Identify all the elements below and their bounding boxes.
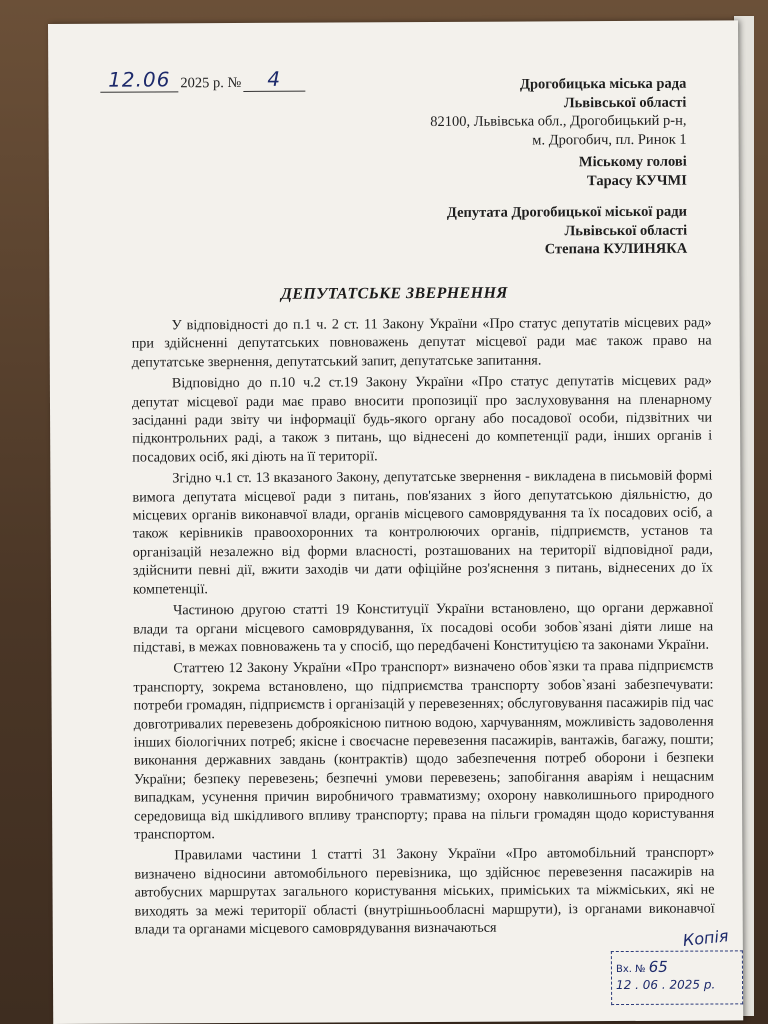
addressee-address-1: 82100, Львівська обл., Дрогобицький р-н, xyxy=(430,112,687,130)
document-number-handwritten: 4 xyxy=(243,67,305,92)
date-day-handwritten: 12.06 xyxy=(100,67,178,92)
incoming-stamp xyxy=(611,950,743,1005)
document-body xyxy=(132,314,715,942)
paragraph-2: Відповідно до п.10 ч.2 ст.19 Закону України «Про статус депутатів місцевих рад» депутат місцевої ради має право вносити пропозиції про заслуховування на пленарному засіданні ради звіту чи інформації будь-якого органу або посадової особи, підзвітних чи підконтрольних раді, а також з питань, що віднесені до компетенції ради, інших органів і посадових осіб, які діють на її території. xyxy=(131,372,713,466)
addressee-region: Львівської області xyxy=(563,94,687,111)
paragraph-5: Статтею 12 Закону України «Про транспорт» визначено обов`язки та права підприємств транспорту, зокрема встановлено, що підприємства транспорту зобов`язані забезпечувати: потреби громадян, підприємств і організацій у перевезеннях; обслуговування пасажирів під час довготривалих перевезень доброякісною питною водою, харчуванням, можливість задоволення інших біологічних потреб; якісне і своєчасне перевезення пасажирів, вантажів, багажу, пошти; виконання державних завдань (контрактів) щодо забезпечення потреб оборони і безпеки України; безпеку перевезень; безпечні умови перевезень; запобігання аваріям і нещасним випадкам, усунення причин виробничого травматизму; охорону навколишнього природного середовища від шкідливого впливу транспорту; права на пільги громадян щодо користування транспортом. xyxy=(133,657,715,843)
document-title: ДЕПУТАТСЬКЕ ЗВЕРНЕННЯ xyxy=(280,284,508,303)
recipient-block xyxy=(579,153,687,191)
paragraph-4: Частиною другою статті 19 Конституції України встановлено, що органи державної влади та органи місцевого самоврядування, їх посадові особи зобов`язані діяти лише на підставі, в межах повноважень та у спосіб, що передбачені Конституцією та законами України. xyxy=(133,599,714,656)
date-year-label: 2025 р. № xyxy=(180,74,242,92)
sender-position: Депутата Дрогобицької міської ради xyxy=(446,203,688,221)
recipient-position: Міському голові xyxy=(578,153,687,171)
sender-name: Степана КУЛИНЯКА xyxy=(544,240,688,258)
addressee-address-2: м. Дрогобич, пл. Ринок 1 xyxy=(532,131,687,148)
recipient-name: Тарасу КУЧМІ xyxy=(586,172,687,189)
copy-mark-handwritten: Копія xyxy=(681,926,730,951)
paragraph-3: Згідно ч.1 ст. 13 вказаного Закону, депутатське звернення - викладена в письмовій формі вимога депутата місцевої ради з питань, пов'язаних з його депутатською діяльністю, до місцевих органів виконавчої влади, органів місцевого самоврядування та їх посадових осіб, а також керівників правоохоронних та контролюючих органів, підприємств, установ та організацій незалежно від форми власності, розташованих на території відповідної ради, здійснити певні дії, вжити заходів чи дати офіційне роз'яснення з питань, віднесених до їх компетенції. xyxy=(132,467,713,598)
sender-region: Львівської області xyxy=(564,222,688,239)
incoming-date: 12 . 06 . 2025 р. xyxy=(616,977,716,993)
document-page xyxy=(48,20,743,1024)
addressee-block xyxy=(430,75,687,150)
incoming-number-label: Вх. № xyxy=(615,963,646,976)
addressee-org: Дрогобицька міська рада xyxy=(519,75,687,93)
incoming-number: 65 xyxy=(648,957,668,976)
sender-block xyxy=(447,203,687,260)
paragraph-6: Правилами частини 1 статті 31 Закону України «Про автомобільний транспорт» визначено відносини автомобільного перевізника, що здійснює перевезення пасажирів на автобусних маршрутах загального користування міських, приміських та міжміських, які не виходять за межі території області (внутрішньообласні маршрути), із органами виконавчої влади та органами місцевого самоврядування визначаються xyxy=(134,844,715,938)
paragraph-1: У відповідності до п.1 ч. 2 ст. 11 Закону України «Про статус депутатів місцевих рад» при здійсненні депутатських повноважень депутат місцевої ради має також право на депутатське звернення, депутатський запит, депутатське запитання. xyxy=(131,314,712,371)
date-number-line xyxy=(100,67,305,93)
